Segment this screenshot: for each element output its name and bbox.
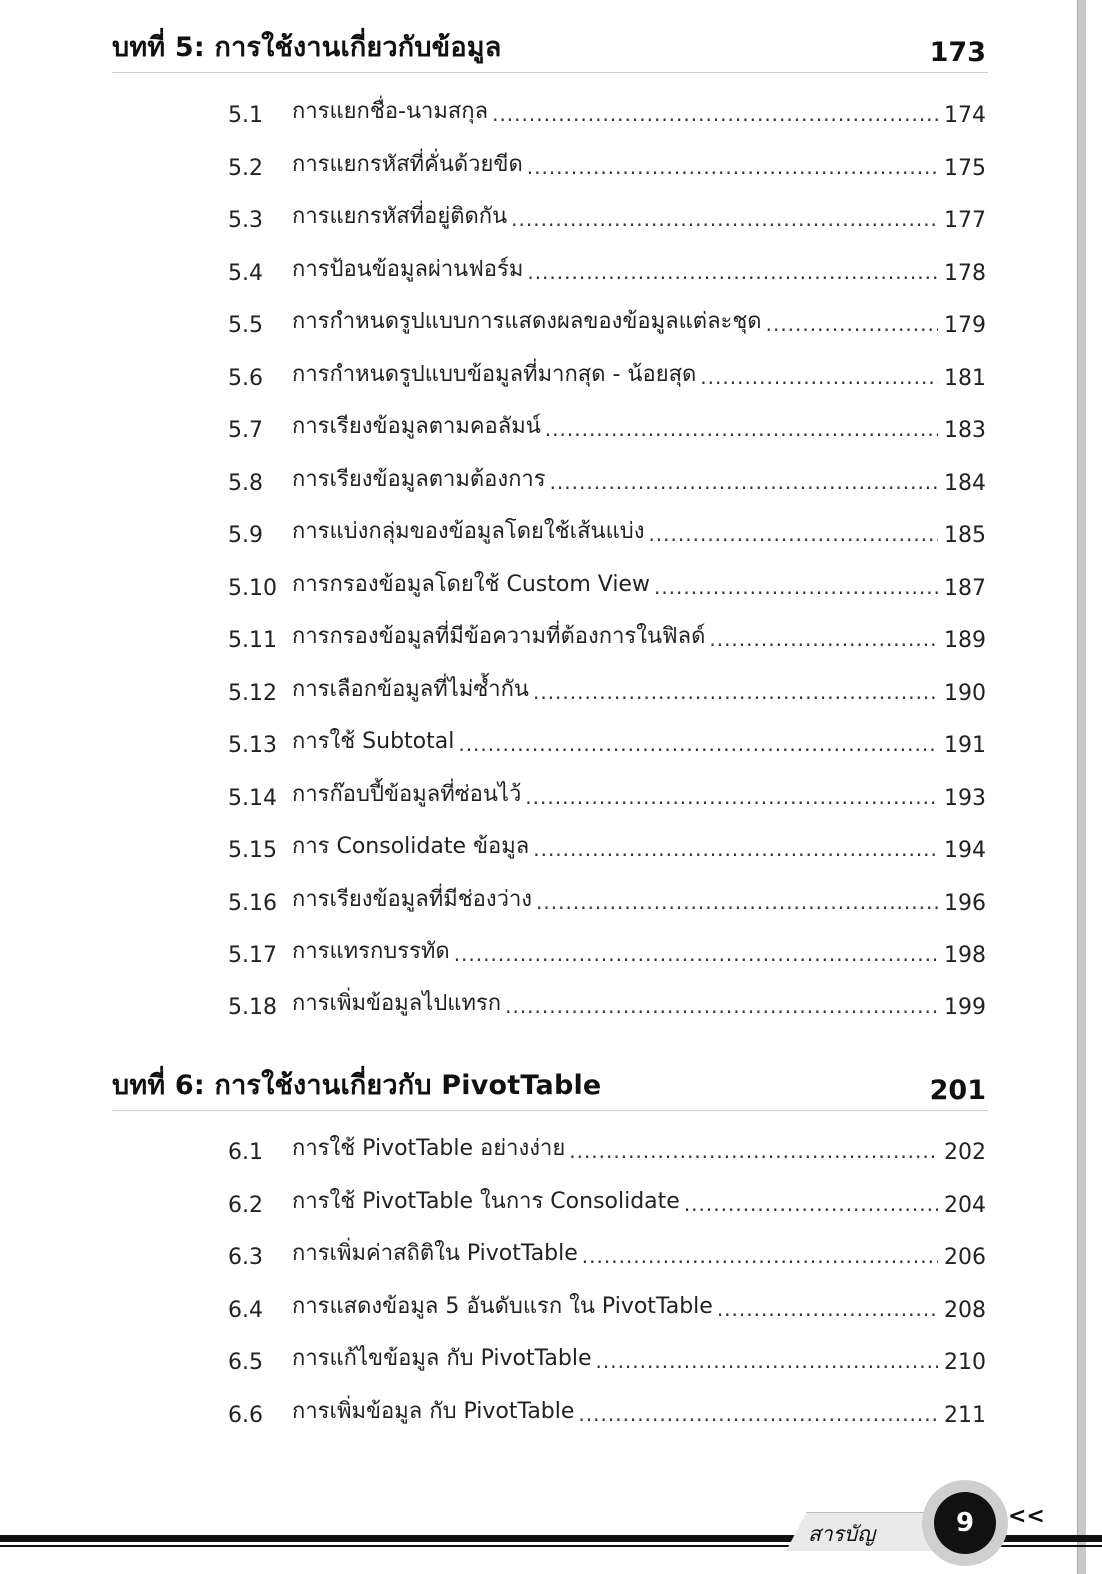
toc-entry-page: 194 [944, 838, 986, 863]
dot-leader [525, 785, 938, 809]
toc-entry-title: การแบ่งกลุ่มของข้อมูลโดยใช้เส้นแบ่ง [292, 519, 645, 544]
toc-entry[interactable] [228, 1388, 986, 1428]
page-number-badge: 9 [934, 1492, 996, 1554]
toc-entry-title: การแยกชื่อ-นามสกุล [292, 99, 489, 124]
toc-entry-number: 6.6 [228, 1403, 263, 1428]
toc-entry-number: 5.14 [228, 786, 277, 811]
toc-entry[interactable] [228, 456, 986, 496]
toc-entry-page: 210 [944, 1350, 986, 1375]
dot-leader [536, 890, 938, 914]
dot-leader [648, 522, 938, 546]
toc-entry-page: 174 [944, 103, 986, 128]
toc-entry-number: 6.5 [228, 1350, 263, 1375]
toc-entry-title: การใช้ Subtotal [292, 729, 455, 754]
toc-entry[interactable] [228, 771, 986, 811]
toc-entry-number: 6.1 [228, 1140, 263, 1165]
toc-entry-page: 208 [944, 1298, 986, 1323]
toc-entry[interactable] [228, 508, 986, 548]
dot-leader [527, 155, 938, 179]
dot-leader [654, 575, 938, 599]
toc-entry-number: 5.15 [228, 838, 277, 863]
toc-entry-title: การแสดงข้อมูล 5 อันดับแรก ใน PivotTable [292, 1294, 713, 1319]
toc-entry[interactable] [228, 298, 986, 338]
toc-entry[interactable] [228, 613, 986, 653]
toc-entry-page: 187 [944, 576, 986, 601]
dot-leader [684, 1192, 938, 1216]
toc-entry[interactable] [228, 561, 986, 601]
toc-entry[interactable] [228, 876, 986, 916]
toc-entry-page: 191 [944, 733, 986, 758]
toc-entry-number: 6.2 [228, 1193, 263, 1218]
toc-entry-title: การกำหนดรูปแบบการแสดงผลของข้อมูลแต่ละชุด [292, 309, 762, 334]
toc-entry-title: การก๊อบปี้ข้อมูลที่ซ่อนไว้ [292, 782, 522, 807]
dot-leader [533, 680, 938, 704]
dot-leader [454, 942, 938, 966]
toc-entry-number: 5.3 [228, 208, 263, 233]
chapter-title: บทที่ 6: การใช้งานเกี่ยวกับ PivotTable [112, 1070, 602, 1101]
toc-entry[interactable] [228, 718, 986, 758]
toc-entry-number: 5.17 [228, 943, 277, 968]
toc-entry[interactable] [228, 246, 986, 286]
toc-entry-number: 5.18 [228, 995, 277, 1020]
toc-entry-number: 5.7 [228, 418, 263, 443]
dot-leader [492, 102, 938, 126]
toc-entry-number: 5.10 [228, 576, 277, 601]
toc-entry[interactable] [228, 1178, 986, 1218]
toc-entry-title: การแยกรหัสที่คั่นด้วยขีด [292, 152, 523, 177]
toc-entry-page: 202 [944, 1140, 986, 1165]
dot-leader [505, 994, 938, 1018]
chapter-title: บทที่ 5: การใช้งานเกี่ยวกับข้อมูล [112, 32, 502, 63]
toc-entry[interactable] [228, 823, 986, 863]
toc-entry-title: การแยกรหัสที่อยู่ติดกัน [292, 204, 508, 229]
toc-entry-title: การเพิ่มค่าสถิติใน PivotTable [292, 1241, 578, 1266]
toc-entry-title: การใช้ PivotTable ในการ Consolidate [292, 1189, 680, 1214]
toc-entry-number: 5.4 [228, 261, 263, 286]
toc-entry-title: การเรียงข้อมูลที่มีช่องว่าง [292, 887, 533, 912]
toc-entry-title: การเพิ่มข้อมูลไปแทรก [292, 991, 502, 1016]
toc-entry-number: 5.13 [228, 733, 277, 758]
dot-leader [545, 417, 938, 441]
toc-entry[interactable] [228, 666, 986, 706]
toc-entry-page: 206 [944, 1245, 986, 1270]
toc-entry[interactable] [228, 1125, 986, 1165]
toc-entry-page: 199 [944, 995, 986, 1020]
toc-entry-title: การเรียงข้อมูลตามคอลัมน์ [292, 414, 541, 439]
dot-leader [569, 1139, 938, 1163]
toc-entry-title: การเรียงข้อมูลตามต้องการ [292, 467, 546, 492]
dot-leader [709, 627, 938, 651]
toc-entry[interactable] [228, 1230, 986, 1270]
toc-entry-title: การกรองข้อมูลโดยใช้ Custom View [292, 572, 650, 597]
dot-leader [458, 732, 938, 756]
toc-entry-page: 189 [944, 628, 986, 653]
toc-entry-page: 179 [944, 313, 986, 338]
toc-entry-title: การ Consolidate ข้อมูล [292, 834, 530, 859]
toc-entry-title: การเลือกข้อมูลที่ไม่ซ้ำกัน [292, 677, 529, 702]
toc-entry-number: 6.3 [228, 1245, 263, 1270]
toc-entry[interactable] [228, 193, 986, 233]
double-chevron-left-icon[interactable]: << [1008, 1504, 1045, 1529]
dot-leader [596, 1349, 939, 1373]
toc-entry-title: การใช้ PivotTable อย่างง่าย [292, 1136, 566, 1161]
chapter-page-number: 201 [929, 1075, 986, 1106]
toc-entry-page: 193 [944, 786, 986, 811]
dot-leader [550, 470, 938, 494]
toc-entry-number: 5.8 [228, 471, 263, 496]
toc-entry-page: 190 [944, 681, 986, 706]
toc-entry-page: 211 [944, 1403, 986, 1428]
toc-entry-page: 183 [944, 418, 986, 443]
toc-entry[interactable] [228, 928, 986, 968]
toc-entry-number: 5.16 [228, 891, 277, 916]
toc-entry[interactable] [228, 980, 986, 1020]
dot-leader [717, 1297, 938, 1321]
toc-entry-number: 6.4 [228, 1298, 263, 1323]
toc-entry-page: 185 [944, 523, 986, 548]
toc-entry-number: 5.12 [228, 681, 277, 706]
toc-entry[interactable] [228, 403, 986, 443]
dot-leader [582, 1244, 938, 1268]
page-edge-bar [1077, 0, 1086, 1574]
toc-entry[interactable] [228, 1335, 986, 1375]
toc-entry[interactable] [228, 88, 986, 128]
dot-leader [533, 837, 938, 861]
chapter-page-number: 173 [929, 37, 986, 68]
dot-leader [527, 260, 938, 284]
toc-entry-page: 181 [944, 366, 986, 391]
page-footer [0, 1478, 1102, 1574]
dot-leader [511, 207, 938, 231]
toc-entry-page: 175 [944, 156, 986, 181]
toc-entry-title: การแก้ไขข้อมูล กับ PivotTable [292, 1346, 592, 1371]
dot-leader [700, 365, 938, 389]
toc-entry-number: 5.1 [228, 103, 263, 128]
toc-entry-page: 198 [944, 943, 986, 968]
dot-leader [766, 312, 938, 336]
toc-entry-page: 184 [944, 471, 986, 496]
toc-entry-page: 196 [944, 891, 986, 916]
chapter-heading[interactable] [112, 32, 988, 73]
footer-section-label: สารบัญ [808, 1522, 876, 1546]
toc-entry-page: 178 [944, 261, 986, 286]
toc-entry-title: การเพิ่มข้อมูล กับ PivotTable [292, 1399, 575, 1424]
toc-entry[interactable] [228, 351, 986, 391]
toc-entry-title: การกรองข้อมูลที่มีข้อความที่ต้องการในฟิลด์ [292, 624, 706, 649]
toc-entry-number: 5.5 [228, 313, 263, 338]
toc-entry-page: 204 [944, 1193, 986, 1218]
toc-entry-number: 5.6 [228, 366, 263, 391]
toc-entry[interactable] [228, 141, 986, 181]
toc-entry[interactable] [228, 1283, 986, 1323]
chapter-heading[interactable] [112, 1070, 988, 1111]
toc-entry-number: 5.9 [228, 523, 263, 548]
toc-entry-title: การแทรกบรรทัด [292, 939, 450, 964]
toc-entry-title: การป้อนข้อมูลผ่านฟอร์ม [292, 257, 524, 282]
toc-entry-number: 5.11 [228, 628, 277, 653]
dot-leader [578, 1402, 938, 1426]
toc-entry-page: 177 [944, 208, 986, 233]
toc-entry-title: การกำหนดรูปแบบข้อมูลที่มากสุด - น้อยสุด [292, 362, 697, 387]
toc-entry-number: 5.2 [228, 156, 263, 181]
